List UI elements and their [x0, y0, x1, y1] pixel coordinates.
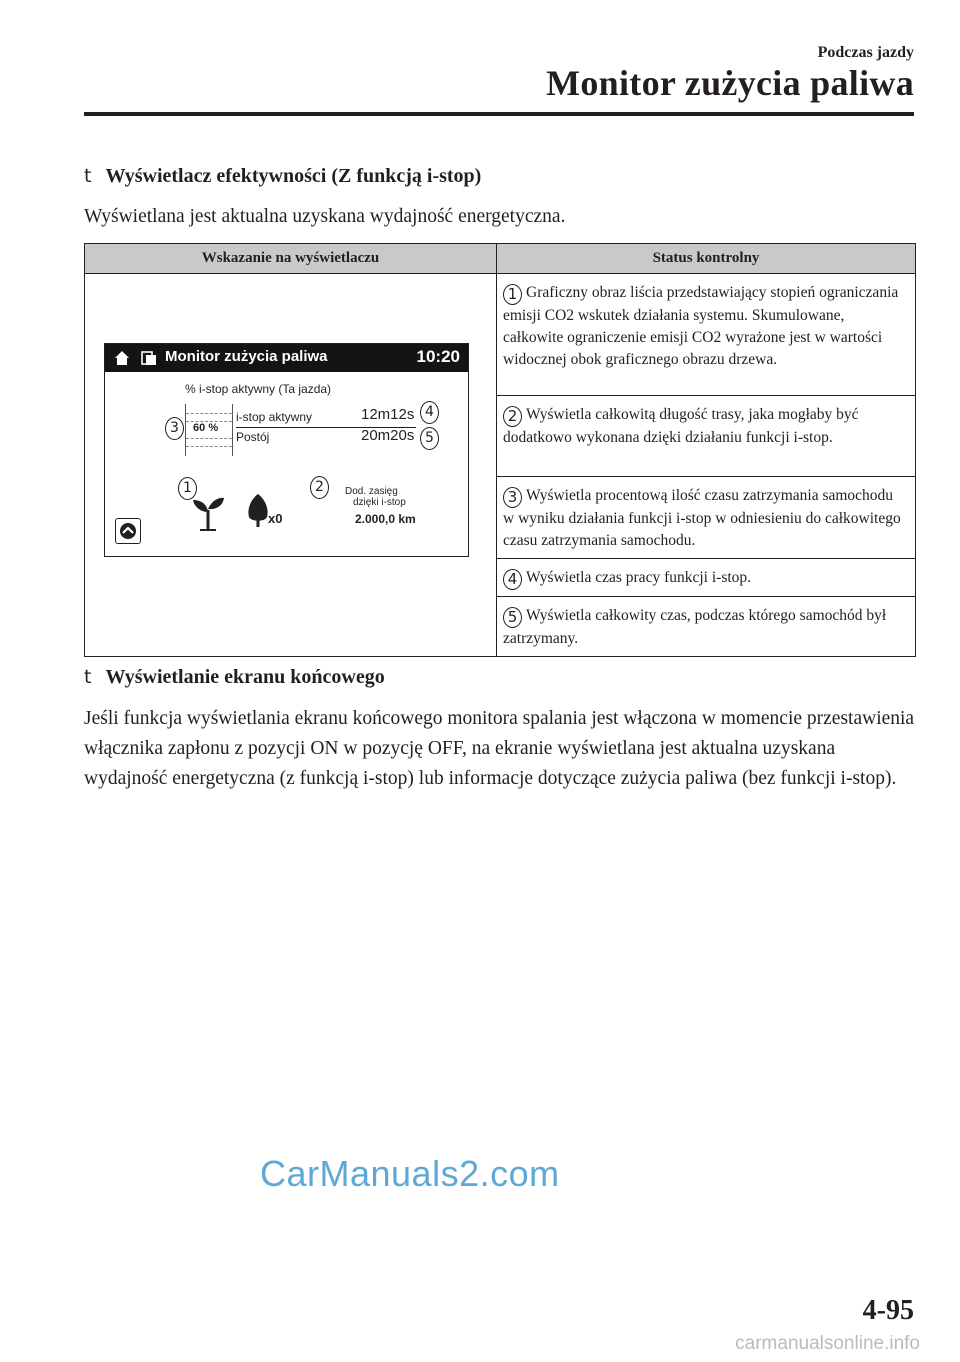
row-text: Wyświetla czas pracy funkcji i-stop.	[526, 569, 752, 586]
tree-count: x0	[268, 511, 283, 526]
screen-title: Monitor zużycia paliwa	[165, 348, 328, 365]
info-table	[84, 243, 916, 657]
footer-site: carmanualsonline.info	[735, 1333, 920, 1354]
istop-percent-gauge	[185, 404, 233, 456]
section-intro: Wyświetlana jest aktualna uzyskana wydajność energetyczna.	[84, 206, 566, 227]
section-heading-efficiency	[84, 165, 481, 188]
callout-3: 3	[165, 417, 184, 440]
header-section: Podczas jazdy	[817, 44, 914, 61]
gauge-value: 60	[193, 422, 206, 434]
idle-value: 20m20s	[361, 427, 415, 444]
table-header-status: Status kontrolny	[497, 244, 916, 274]
status-row-4	[497, 559, 916, 597]
screen-title-bar	[105, 344, 468, 372]
istop-percent-label: % i-stop aktywny (Ta jazda)	[185, 382, 332, 396]
watermark: CarManuals2.com	[260, 1153, 560, 1194]
row-number: 4	[503, 569, 522, 590]
status-row-3	[497, 477, 916, 559]
row-text: Wyświetla całkowitą długość trasy, jaka mogłaby być dodatkowo wykonana dzięki działaniu funkcji i-stop.	[503, 406, 859, 446]
istop-active-label: i-stop aktywny	[236, 410, 313, 424]
gauge-unit: %	[208, 422, 219, 434]
row-number: 1	[503, 284, 522, 305]
section-body: Jeśli funkcja wyświetlania ekranu końcowego monitora spalania jest włączona w momencie przestawienia włącznika zapłonu z pozycji ON w pozycję OFF, na ekranie wyświetlana jest aktualna uzyskana wydajność energetyczna (z funkcją i-stop) lub informacje dotyczące zużycia paliwa (bez funkcji i-stop).	[84, 708, 915, 789]
callout-2: 2	[310, 476, 329, 499]
status-row-2	[497, 396, 916, 477]
row-number: 5	[503, 607, 522, 628]
row-text: Graficzny obraz liścia przedstawiający stopień ograniczania emisji CO2 wskutek działania systemu. Skumulowane, całkowite ograniczenie emisji CO2 wyrażone jest w wartości widocznej obok graficznego obrazu drzewa.	[503, 284, 899, 368]
idle-label: Postój	[236, 430, 270, 444]
row-number: 3	[503, 487, 522, 508]
status-row-5	[497, 597, 916, 657]
fuel-monitor-screen	[104, 343, 469, 557]
screen-clock: 10:20	[416, 347, 460, 366]
range-label-line2: dzięki i-stop	[353, 497, 406, 508]
leaf-sprout-icon	[190, 492, 226, 532]
scroll-button[interactable]	[115, 518, 141, 544]
section-heading-text: Wyświetlacz efektywności (Z funkcją i-stop)	[105, 165, 482, 187]
chevron-up-icon	[116, 519, 140, 543]
range-label-line1: Dod. zasięg	[345, 486, 398, 497]
callout-5: 5	[420, 427, 439, 450]
page-number: 4-95	[862, 1295, 914, 1326]
row-number: 2	[503, 406, 522, 427]
status-row-1	[497, 274, 916, 396]
bullet-icon: t	[84, 666, 92, 688]
section-heading-text: Wyświetlanie ekranu końcowego	[105, 666, 385, 688]
home-icon	[113, 349, 131, 367]
callout-1: 1	[178, 477, 197, 500]
row-text: Wyświetla procentową ilość czasu zatrzymania samochodu w wyniku działania funkcji i-stop w odniesieniu do całkowitego czasu zatrzymania samochodu.	[503, 487, 901, 549]
range-value: 2.000,0 km	[355, 512, 416, 526]
display-cell	[85, 274, 497, 657]
callout-4: 4	[420, 401, 439, 424]
row-text: Wyświetla całkowity czas, podczas którego samochód był zatrzymany.	[503, 607, 887, 647]
table-header-display: Wskazanie na wyświetlaczu	[85, 244, 497, 274]
app-icon	[141, 351, 157, 366]
istop-active-value: 12m12s	[361, 406, 415, 423]
page-title: Monitor zużycia paliwa	[546, 63, 914, 103]
header-divider	[84, 112, 914, 116]
section-heading-final-screen	[84, 666, 385, 689]
bullet-icon: t	[84, 165, 92, 187]
